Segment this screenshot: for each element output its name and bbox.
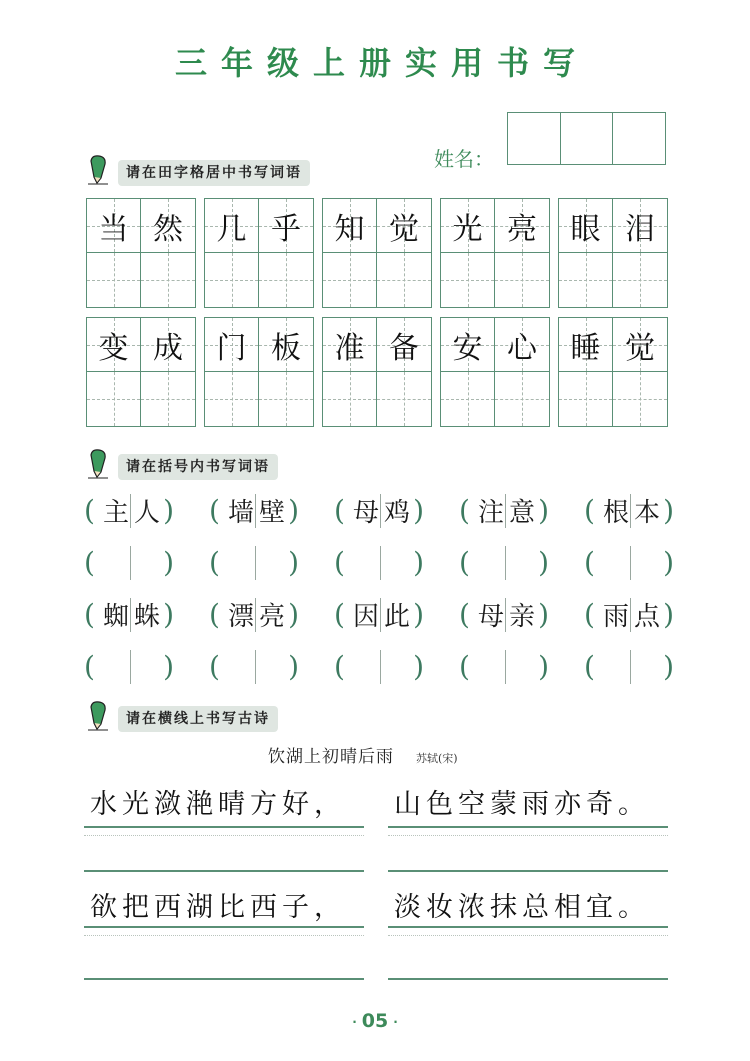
grid-cell: 泪 — [613, 199, 667, 253]
word-block — [86, 317, 196, 427]
bracket-blank[interactable]: ( ) — [459, 649, 549, 683]
word-block — [86, 198, 196, 308]
poem-verse: 欲把西湖比西子， — [84, 883, 364, 936]
writing-cell[interactable] — [377, 253, 431, 307]
grid-cell: 板 — [259, 318, 313, 372]
writing-cell[interactable] — [613, 372, 667, 426]
name-box[interactable] — [508, 113, 561, 164]
name-label: 姓名： — [434, 147, 494, 171]
bracket-word: ( 墙 壁 ) — [209, 493, 299, 528]
bracket-blank-row — [84, 542, 674, 582]
bracket-word: ( 注 意 ) — [459, 493, 549, 528]
grid-cell: 门 — [205, 318, 259, 372]
grid-cell: 光 — [441, 199, 495, 253]
section-header-tianzige — [86, 160, 310, 186]
poem-line — [84, 784, 668, 836]
page-number: · 05 · — [352, 1010, 398, 1032]
bracket-word: ( 母 鸡 ) — [334, 493, 424, 528]
writing-cell[interactable] — [377, 372, 431, 426]
bracket-word-row — [84, 490, 674, 530]
tianzige-row — [86, 317, 668, 427]
poem-title — [268, 742, 458, 767]
word-block — [322, 317, 432, 427]
grid-cell: 准 — [323, 318, 377, 372]
poem-writing-line[interactable] — [84, 978, 668, 980]
tianzige-row — [86, 198, 668, 308]
writing-cell[interactable] — [141, 372, 195, 426]
bracket-blank[interactable]: ( ) — [584, 545, 674, 579]
poem-title-text: 饮湖上初晴后雨 — [268, 747, 394, 767]
writing-line[interactable] — [388, 870, 668, 872]
bracket-word-row — [84, 594, 674, 634]
writing-line[interactable] — [388, 978, 668, 980]
poem-verse: 水光潋滟晴方好， — [84, 784, 364, 836]
bracket-blank[interactable]: ( ) — [584, 649, 674, 683]
grid-cell: 心 — [495, 318, 549, 372]
bracket-blank-row — [84, 646, 674, 686]
writing-cell[interactable] — [323, 253, 377, 307]
grid-cell: 亮 — [495, 199, 549, 253]
section-label: 请在横线上书写古诗 — [118, 706, 278, 732]
grid-cell: 变 — [87, 318, 141, 372]
poem-verse: 山色空蒙雨亦奇。 — [388, 784, 668, 836]
bracket-word: ( 蜘 蛛 ) — [84, 597, 174, 632]
name-input-boxes[interactable] — [507, 112, 666, 165]
bracket-blank[interactable]: ( ) — [84, 649, 174, 683]
grid-cell: 然 — [141, 199, 195, 253]
grid-cell: 知 — [323, 199, 377, 253]
bracket-word: ( 漂 亮 ) — [209, 597, 299, 632]
name-box[interactable] — [613, 113, 665, 164]
bracket-blank[interactable]: ( ) — [334, 545, 424, 579]
poem-line — [84, 883, 668, 936]
grid-cell: 乎 — [259, 199, 313, 253]
grid-cell: 安 — [441, 318, 495, 372]
pencil-icon — [86, 447, 110, 479]
bracket-word: ( 母 亲 ) — [459, 597, 549, 632]
word-block — [322, 198, 432, 308]
page-title: 三年级上册实用书写 — [174, 44, 589, 82]
word-block — [204, 317, 314, 427]
writing-cell[interactable] — [495, 372, 549, 426]
pencil-icon — [86, 153, 110, 185]
writing-cell[interactable] — [613, 253, 667, 307]
word-block — [440, 198, 550, 308]
writing-cell[interactable] — [441, 372, 495, 426]
writing-cell[interactable] — [141, 253, 195, 307]
writing-cell[interactable] — [559, 372, 613, 426]
grid-cell: 当 — [87, 199, 141, 253]
grid-cell: 觉 — [613, 318, 667, 372]
bracket-word: ( 因 此 ) — [334, 597, 424, 632]
writing-cell[interactable] — [495, 253, 549, 307]
grid-cell: 觉 — [377, 199, 431, 253]
section-header-brackets — [86, 454, 278, 480]
writing-cell[interactable] — [205, 372, 259, 426]
poem-writing-line[interactable] — [84, 870, 668, 872]
writing-cell[interactable] — [323, 372, 377, 426]
section-header-poem — [86, 706, 278, 732]
word-block — [558, 198, 668, 308]
writing-cell[interactable] — [559, 253, 613, 307]
bracket-word: ( 根 本 ) — [584, 493, 674, 528]
writing-line[interactable] — [84, 870, 364, 872]
name-box[interactable] — [561, 113, 614, 164]
grid-cell: 备 — [377, 318, 431, 372]
poem-verse: 淡妆浓抹总相宜。 — [388, 883, 668, 936]
bracket-word: ( 雨 点 ) — [584, 597, 674, 632]
writing-cell[interactable] — [87, 253, 141, 307]
bracket-blank[interactable]: ( ) — [209, 649, 299, 683]
pencil-icon — [86, 699, 110, 731]
section-label: 请在田字格居中书写词语 — [118, 160, 310, 186]
writing-cell[interactable] — [87, 372, 141, 426]
bracket-blank[interactable]: ( ) — [209, 545, 299, 579]
bracket-word: ( 主 人 ) — [84, 493, 174, 528]
writing-line[interactable] — [84, 978, 364, 980]
poem-author: 苏轼(宋) — [416, 752, 458, 765]
writing-cell[interactable] — [259, 372, 313, 426]
section-label: 请在括号内书写词语 — [118, 454, 278, 480]
grid-cell: 睡 — [559, 318, 613, 372]
bracket-blank[interactable]: ( ) — [84, 545, 174, 579]
grid-cell: 眼 — [559, 199, 613, 253]
writing-cell[interactable] — [441, 253, 495, 307]
word-block — [440, 317, 550, 427]
grid-cell: 成 — [141, 318, 195, 372]
writing-cell[interactable] — [205, 253, 259, 307]
word-block — [558, 317, 668, 427]
word-block — [204, 198, 314, 308]
bracket-blank[interactable]: ( ) — [459, 545, 549, 579]
writing-cell[interactable] — [259, 253, 313, 307]
grid-cell: 几 — [205, 199, 259, 253]
bracket-blank[interactable]: ( ) — [334, 649, 424, 683]
